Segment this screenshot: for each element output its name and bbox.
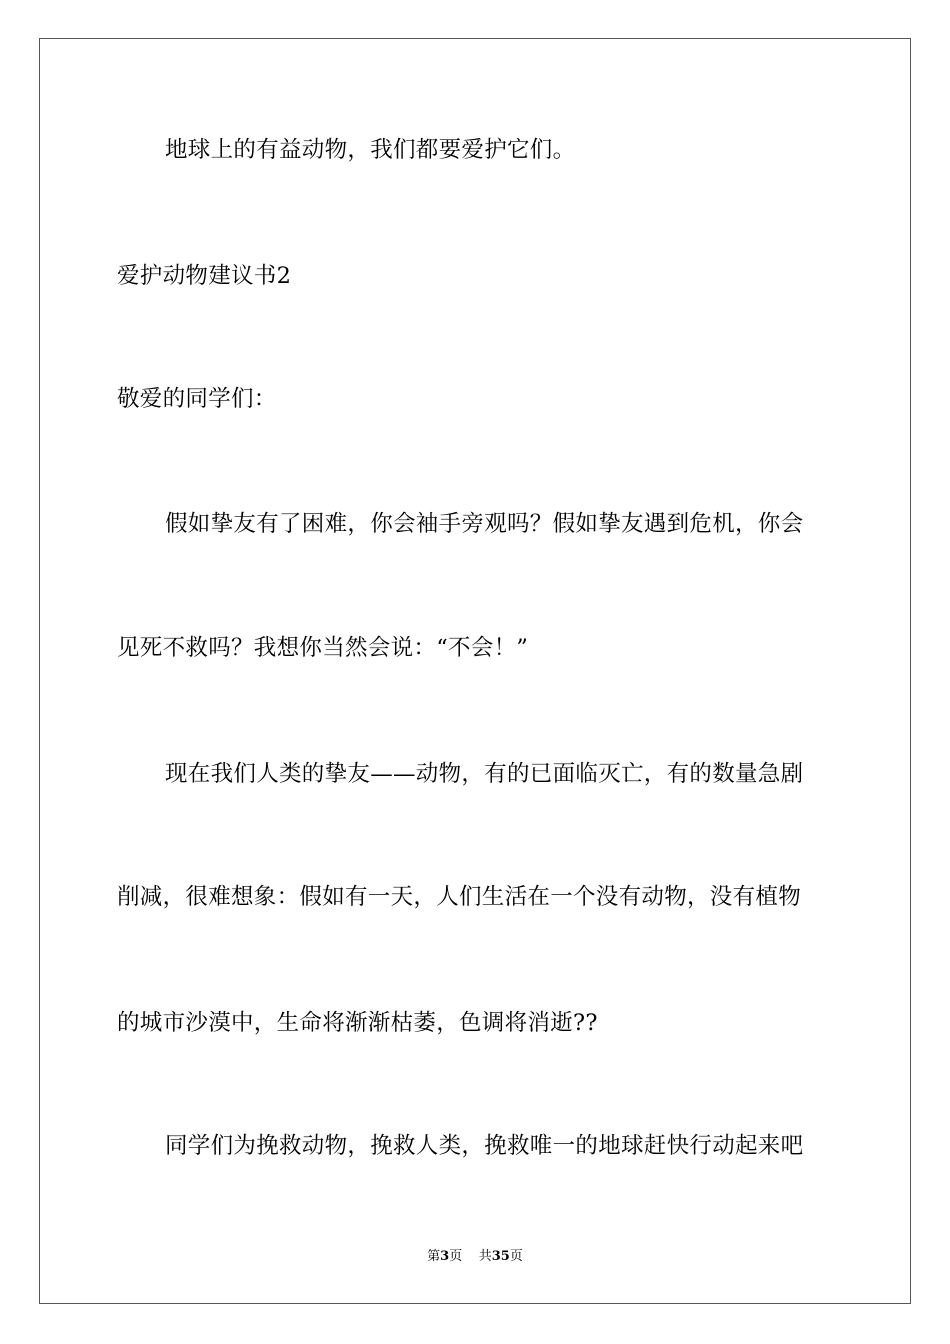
footer-total-prefix: 共 bbox=[478, 1249, 492, 1264]
section-title: 爱护动物建议书2 bbox=[117, 263, 292, 289]
paragraph-line: 见死不救吗？我想你当然会说：“不会！” bbox=[117, 635, 529, 661]
footer-page-prefix: 第 bbox=[427, 1249, 441, 1264]
footer-total-number: 35 bbox=[491, 1249, 510, 1264]
paragraph-line: 假如挚友有了困难，你会袖手旁观吗？假如挚友遇到危机，你会 bbox=[165, 511, 804, 537]
salutation: 敬爱的同学们： bbox=[117, 386, 277, 412]
footer-total-suffix: 页 bbox=[509, 1249, 523, 1264]
paragraph-line: 地球上的有益动物，我们都要爱护它们。 bbox=[165, 137, 576, 163]
footer-page-suffix: 页 bbox=[449, 1249, 463, 1264]
paragraph-line: 的城市沙漠中，生命将渐渐枯萎，色调将消逝?? bbox=[117, 1010, 598, 1036]
paragraph-line: 同学们为挽救动物，挽救人类，挽救唯一的地球赶快行动起来吧 bbox=[165, 1133, 804, 1159]
page-border bbox=[39, 38, 911, 1304]
page-footer bbox=[0, 1247, 950, 1267]
paragraph-line: 现在我们人类的挚友——动物，有的已面临灭亡，有的数量急剧 bbox=[165, 761, 804, 787]
paragraph-line: 削减，很难想象：假如有一天，人们生活在一个没有动物，没有植物 bbox=[117, 884, 802, 910]
footer-page-number: 3 bbox=[440, 1249, 450, 1264]
